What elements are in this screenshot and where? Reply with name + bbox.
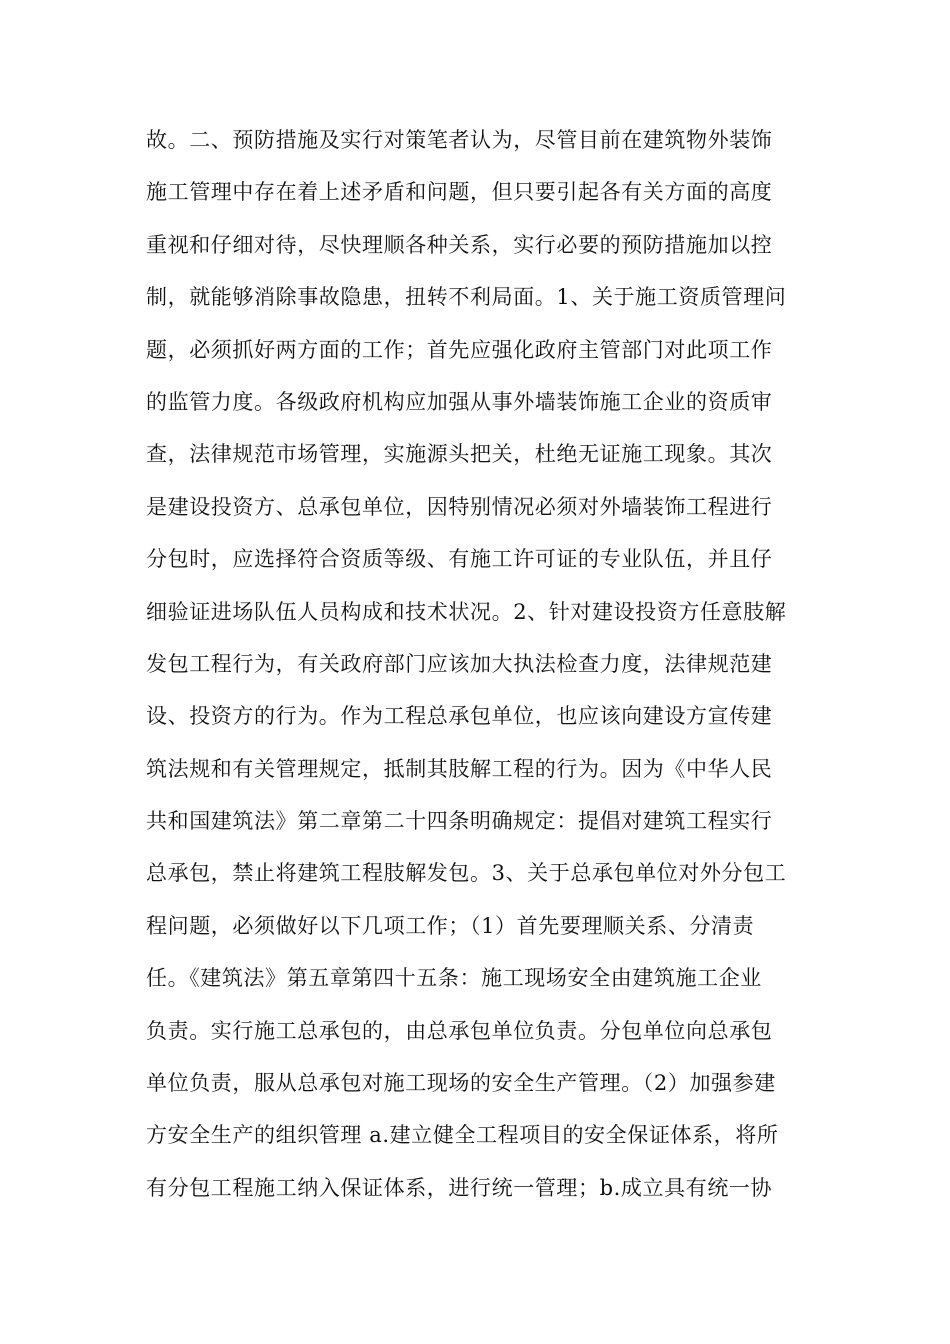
text-line: 细验证进场队伍人员构成和技术状况。2、针对建设投资方任意肢解: [146, 599, 787, 624]
text-line: 分包时，应选择符合资质等级、有施工许可证的专业队伍，并且仔: [146, 547, 773, 572]
text-line: 施工管理中存在着上述矛盾和问题，但只要引起各有关方面的高度: [146, 180, 773, 205]
text-line: 查，法律规范市场管理，实施源头把关，杜绝无证施工现象。其次: [146, 442, 773, 467]
text-line: 故。二、预防措施及实行对策笔者认为，尽管目前在建筑物外装饰: [146, 128, 773, 152]
text-line: 设、投资方的行为。作为工程总承包单位，也应该向建设方宣传建: [146, 704, 773, 729]
text-line: 题，必须抓好两方面的工作；首先应强化政府主管部门对此项工作: [146, 337, 773, 362]
text-line: 筑法规和有关管理规定，抵制其肢解工程的行为。因为《中华人民: [146, 756, 773, 781]
text-line: 有分包工程施工纳入保证体系，进行统一管理；b.成立具有统一协: [146, 1175, 773, 1200]
text-line: 重视和仔细对待，尽快理顺各种关系，实行必要的预防措施加以控: [146, 232, 773, 257]
text-line: 任。《建筑法》第五章第四十五条：施工现场安全由建筑施工企业: [146, 966, 762, 991]
text-line: 的监管力度。各级政府机构应加强从事外墙装饰施工企业的资质审: [146, 389, 773, 414]
text-line: 发包工程行为，有关政府部门应该加大执法检查力度，法律规范建: [146, 651, 773, 676]
text-line: 共和国建筑法》第二章第二十四条明确规定：提倡对建筑工程实行: [146, 809, 773, 834]
text-line: 方安全生产的组织管理 a.建立健全工程项目的安全保证体系，将所: [146, 1123, 779, 1148]
text-line: 是建设投资方、总承包单位，因特别情况必须对外墙装饰工程进行: [146, 494, 773, 519]
text-line: 程问题，必须做好以下几项工作；（1）首先要理顺关系、分清责: [146, 913, 755, 938]
text-line: 负责。实行施工总承包的，由总承包单位负责。分包单位向总承包: [146, 1018, 773, 1043]
text-line: 单位负责，服从总承包对施工现场的安全生产管理。（2）加强参建: [146, 1071, 776, 1096]
text-line: 总承包，禁止将建筑工程肢解发包。3、关于总承包单位对外分包工: [146, 861, 787, 886]
text-line: 制，就能够消除事故隐患，扭转不利局面。1、关于施工资质管理问: [146, 285, 787, 310]
body-text: [146, 114, 826, 1214]
